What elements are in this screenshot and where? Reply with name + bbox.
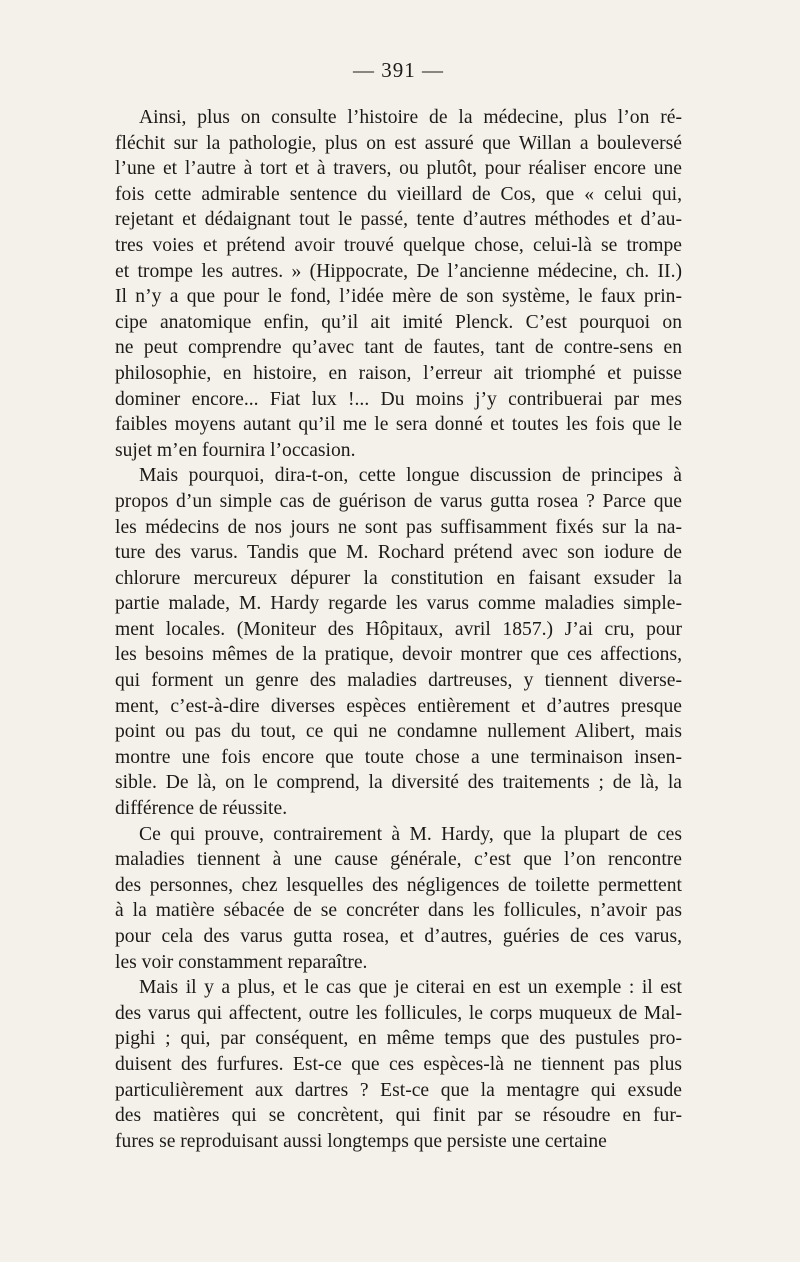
body-text	[115, 105, 682, 1154]
text-line: ment locales. (Moniteur des Hôpitaux, avril 1857.) J’ai cru, pour	[115, 618, 682, 640]
text-line: Il n’y a que pour le fond, l’idée mère de son système, le faux prin-	[115, 286, 682, 308]
text-line: fois cette admirable sentence du vieillard de Cos, que « celui qui,	[115, 183, 682, 205]
text-line: Mais pourquoi, dira-t-on, cette longue discussion de principes à	[139, 465, 682, 487]
text-line: faibles moyens autant qu’il me le sera donné et toutes les fois que le	[115, 414, 682, 436]
text-line: les médecins de nos jours ne sont pas suffisamment fixés sur la na-	[115, 516, 682, 538]
text-line: maladies tiennent à une cause générale, c’est que l’on rencontre	[115, 849, 682, 871]
text-line: pour cela des varus gutta rosea, et d’autres, guéries de ces varus,	[115, 926, 682, 947]
text-line: des varus qui affectent, outre les follicules, le corps muqueux de Mal-	[115, 1002, 682, 1024]
text-line: sible. De là, on le comprend, la diversité des traitements ; de là, la	[115, 772, 682, 794]
text-line: des personnes, chez lesquelles des négligences de toilette permettent	[115, 874, 682, 896]
paragraph	[115, 975, 682, 1154]
text-line: point ou pas du tout, ce qui ne condamne nullement Alibert, mais	[115, 721, 682, 743]
paragraph	[115, 463, 682, 821]
text-line: pighi ; qui, par conséquent, en même temps que des pustules pro-	[115, 1028, 682, 1050]
text-line: rejetant et dédaignant tout le passé, tente d’autres méthodes et d’au-	[115, 209, 682, 231]
text-line: tres voies et prétend avoir trouvé quelque chose, celui-là se trompe	[115, 234, 682, 256]
text-line: philosophie, en histoire, en raison, l’erreur ait triomphé et puisse	[115, 362, 682, 384]
text-line: cipe anatomique enfin, qu’il ait imité Plenck. C’est pourquoi on	[115, 311, 682, 333]
text-line: montre une fois encore que toute chose a une terminaison insen-	[115, 746, 682, 768]
paragraph	[115, 105, 682, 463]
page-number: — 391 —	[353, 58, 444, 82]
text-line: les voir constamment reparaître.	[115, 951, 368, 973]
text-line: Mais il y a plus, et le cas que je citerai en est un exemple : il est	[139, 977, 682, 999]
text-line: Ainsi, plus on consulte l’histoire de la médecine, plus l’on ré-	[139, 107, 682, 128]
text-line: fléchit sur la pathologie, plus on est assuré que Willan a bouleversé	[115, 132, 682, 154]
text-line: à la matière sébacée de se concréter dans les follicules, n’avoir pas	[115, 900, 682, 922]
text-line: différence de réussite.	[115, 798, 288, 820]
text-line: dominer encore... Fiat lux !... Du moins j’y contribuerai par mes	[115, 388, 682, 410]
text-line: sujet m’en fournira l’occasion.	[115, 439, 356, 461]
text-line: ment, c’est-à-dire diverses espèces entièrement et d’autres presque	[115, 695, 682, 717]
text-line: propos d’un simple cas de guérison de varus gutta rosea ? Parce que	[115, 490, 682, 512]
text-line: duisent des furfures. Est-ce que ces espèces-là ne tiennent pas plus	[115, 1053, 682, 1075]
text-line: ne peut comprendre qu’avec tant de fautes, tant de contre-sens en	[115, 337, 682, 359]
text-line: fures se reproduisant aussi longtemps que persiste une certaine	[115, 1130, 607, 1152]
text-line: Ce qui prouve, contrairement à M. Hardy, que la plupart de ces	[139, 823, 682, 845]
text-line: les besoins mêmes de la pratique, devoir montrer que ces affections,	[115, 644, 682, 666]
text-line: des matières qui se concrètent, qui finit par se résoudre en fur-	[115, 1105, 682, 1127]
text-line: partie malade, M. Hardy regarde les varus comme maladies simple-	[115, 593, 682, 615]
text-line: et trompe les autres. » (Hippocrate, De l’ancienne médecine, ch. II.)	[115, 260, 682, 282]
text-line: l’une et l’autre à tort et à travers, ou plutôt, pour réaliser encore une	[115, 158, 682, 180]
text-line: particulièrement aux dartres ? Est-ce que la mentagre qui exsude	[115, 1079, 682, 1101]
text-line: chlorure mercureux dépurer la constitution en faisant exsuder la	[115, 567, 682, 589]
text-line: qui forment un genre des maladies dartreuses, y tiennent diverse-	[115, 670, 682, 692]
text-line: ture des varus. Tandis que M. Rochard prétend avec son iodure de	[115, 542, 682, 564]
paragraph	[115, 822, 682, 976]
